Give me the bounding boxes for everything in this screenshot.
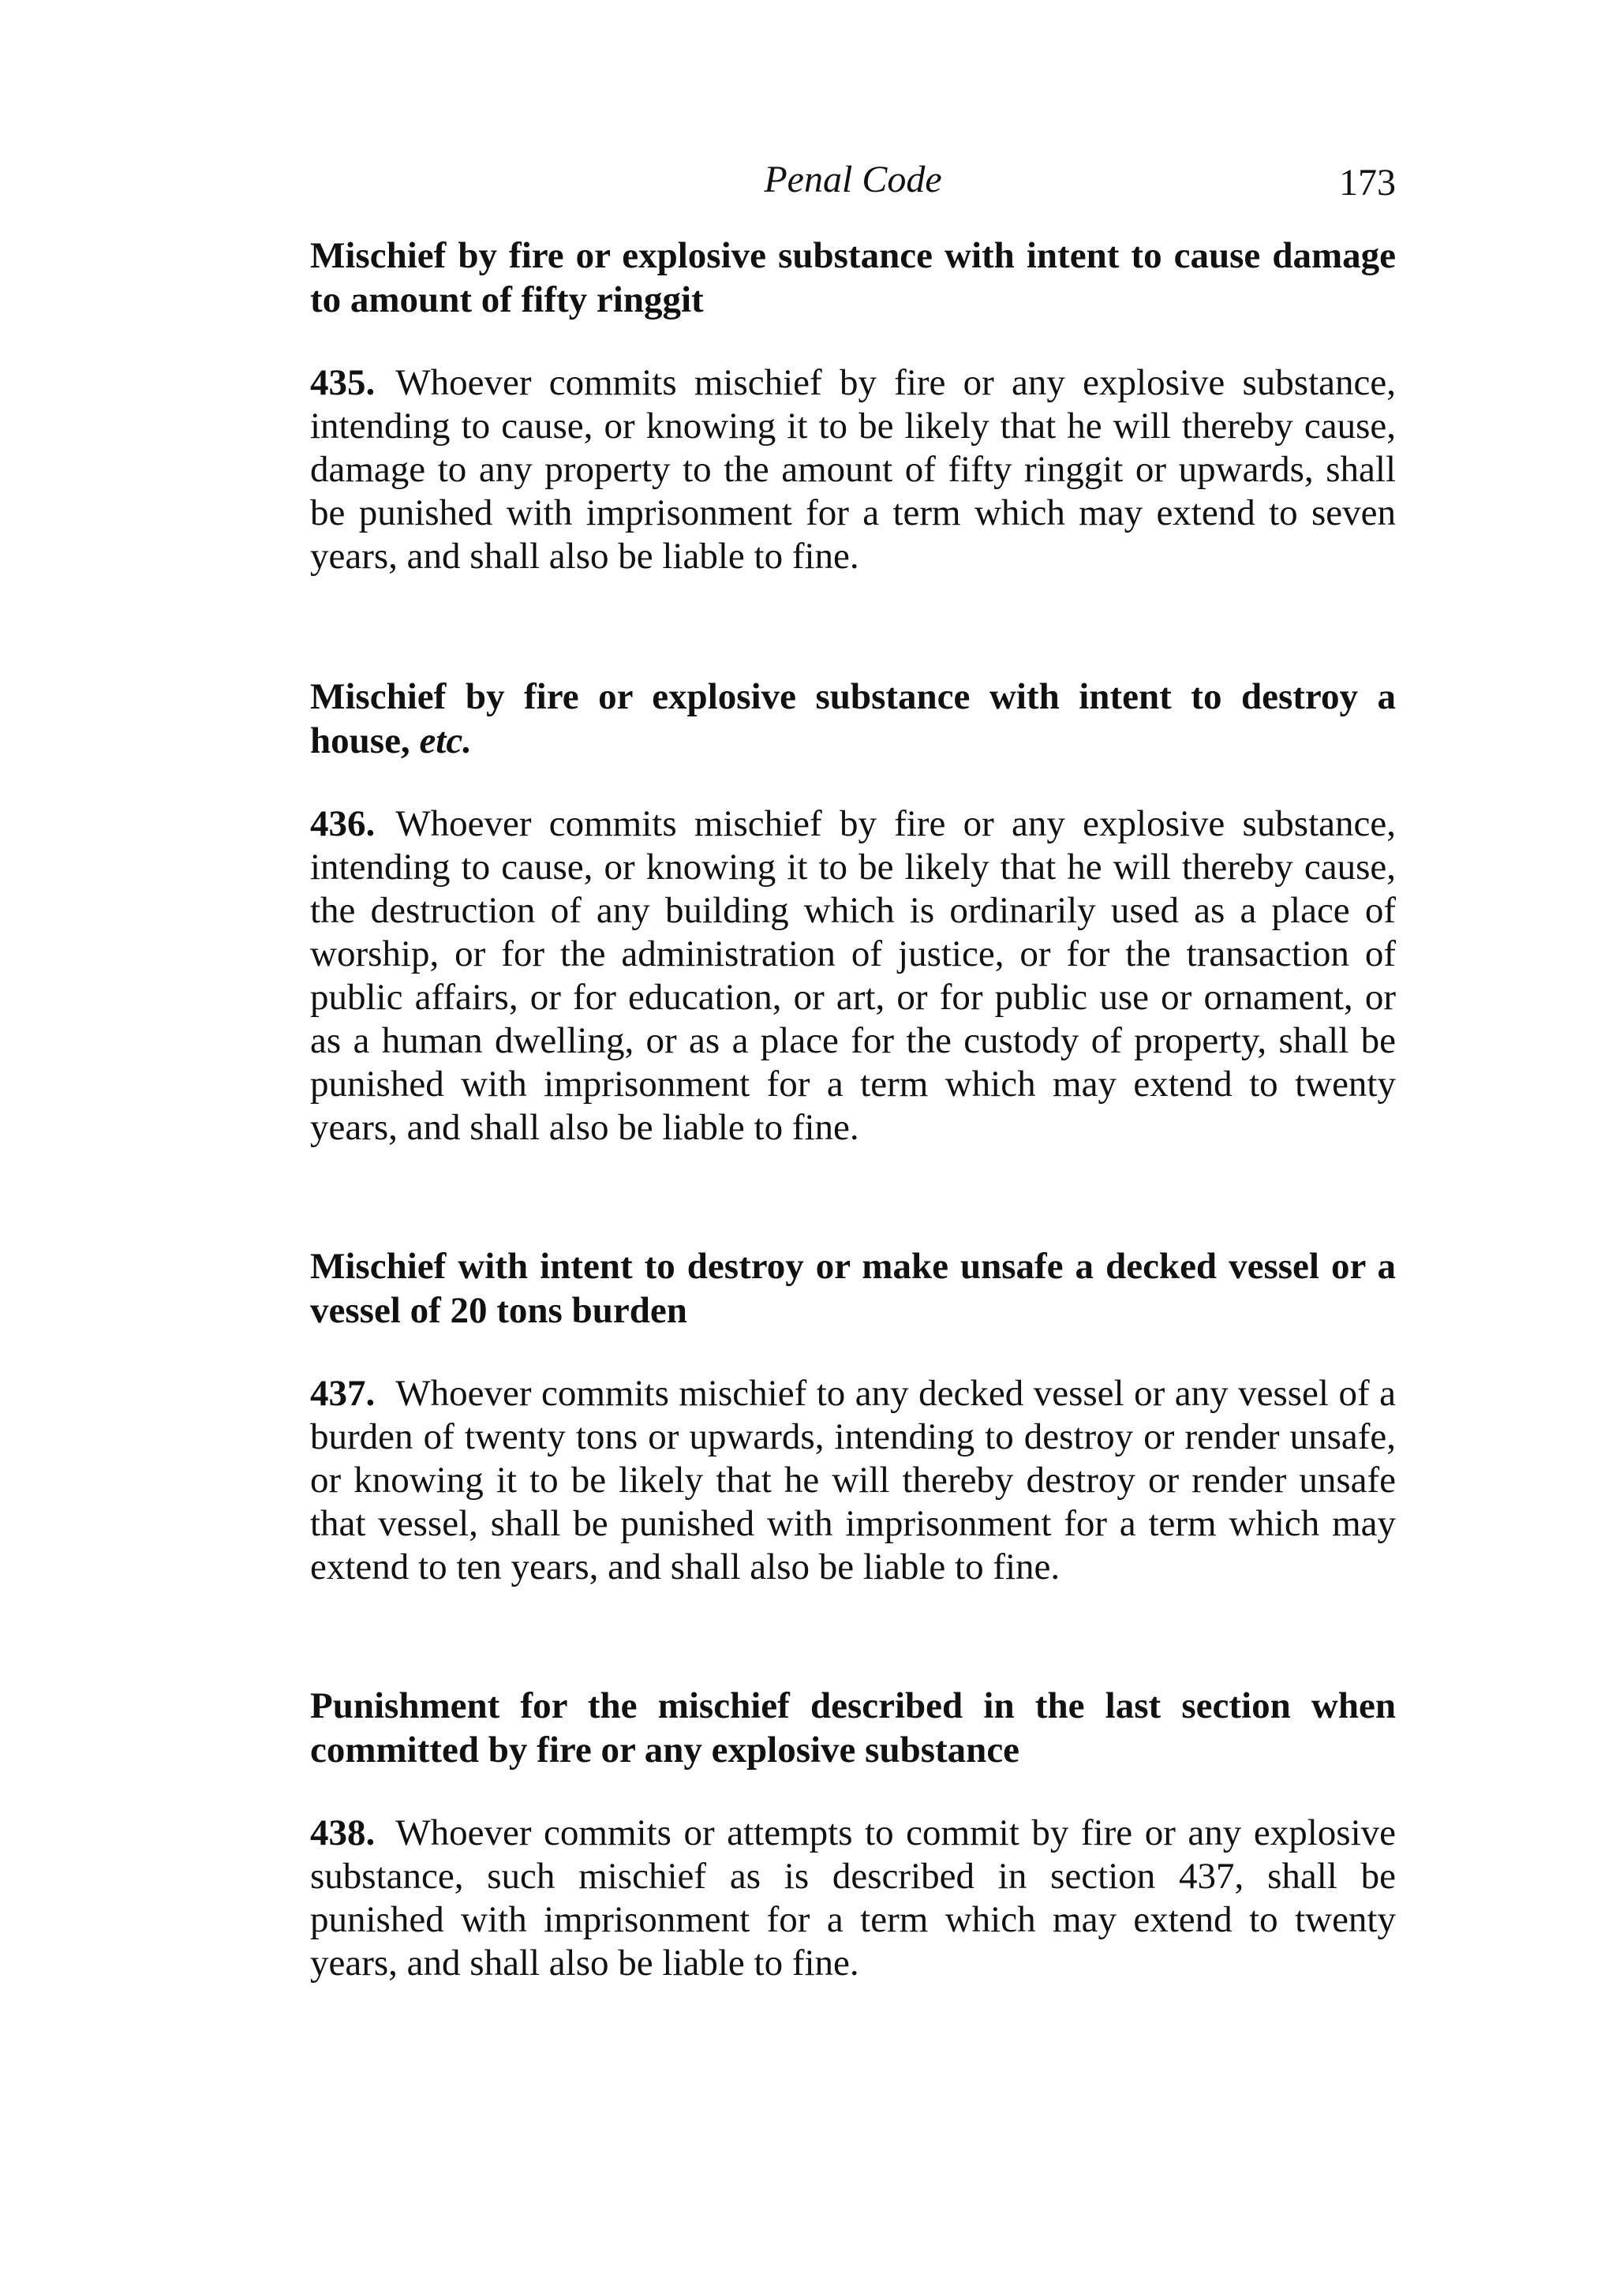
- section-number: 436.: [310, 803, 376, 844]
- section-437: [310, 1244, 1396, 1589]
- section-body: [310, 1812, 1396, 1985]
- section-number: 437.: [310, 1373, 376, 1414]
- section-heading: Mischief by fire or explosive substance with intent to cause damage to amount of fifty ringgit: [310, 235, 1396, 320]
- section-text: Whoever commits or attempts to commit by fire or any explosive substance, such mischief as is described in section 437, shall be punished with imprisonment for a term which may extend to twenty years, and shall also be liable to fine.: [310, 1812, 1396, 1984]
- section-heading-main: Mischief by fire or explosive substance with intent to destroy a house,: [310, 676, 1396, 761]
- section-text: Whoever commits mischief by fire or any explosive substance, intending to cause, or knowing it to be likely that he will thereby cause, the destruction of any building which is ordinarily used as a place of worship, or for the administration of justice, or for the transaction of public affairs, or for education, or art, or for public use or ornament, or as a human dwelling, or as a place for the custody of property, shall be punished with imprisonment for a term which may extend to twenty years, and shall also be liable to fine.: [310, 803, 1396, 1148]
- section-body: [310, 361, 1396, 578]
- section-body: [310, 802, 1396, 1150]
- running-title: Penal Code: [764, 159, 942, 200]
- section-text: Whoever commits mischief by fire or any explosive substance, intending to cause, or knowing it to be likely that he will thereby cause, damage to any property to the amount of fifty ringgit or upwards, shall be punished with imprisonment for a term which may extend to seven years, and shall also be liable to fine.: [310, 362, 1396, 577]
- section-435: [310, 234, 1396, 578]
- page-number: 173: [1339, 162, 1396, 204]
- section-heading-italic: etc.: [419, 720, 472, 761]
- section-number: 438.: [310, 1812, 376, 1853]
- page-content: [310, 234, 1396, 1985]
- section-body: [310, 1372, 1396, 1589]
- section-438: [310, 1684, 1396, 1985]
- section-text: Whoever commits mischief to any decked vessel or any vessel of a burden of twenty tons or upwards, intending to destroy or render unsafe, or knowing it to be likely that he will thereby destroy or render unsafe that vessel, shall be punished with imprisonment for a term which may extend to ten years, and shall also be liable to fine.: [310, 1373, 1396, 1587]
- section-heading: [310, 675, 1396, 763]
- section-number: 435.: [310, 362, 376, 403]
- section-436: [310, 675, 1396, 1150]
- section-heading: Punishment for the mischief described in the last section when committed by fire or any explosive substance: [310, 1685, 1396, 1771]
- section-heading: Mischief with intent to destroy or make unsafe a decked vessel or a vessel of 20 tons burden: [310, 1246, 1396, 1331]
- running-header: [310, 156, 1396, 207]
